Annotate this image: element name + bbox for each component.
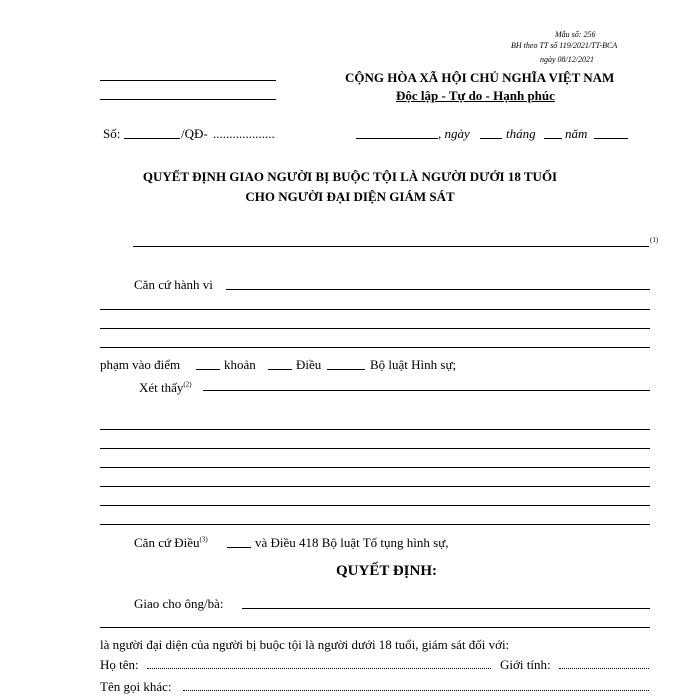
thang-label: tháng [506,126,536,141]
xet-thay-field-4[interactable] [100,467,650,468]
document-title-line-1: QUYẾT ĐỊNH GIAO NGƯỜI BỊ BUỘC TỘI LÀ NGƯỜI DƯỚI 18 TUỔI [142,169,558,184]
xet-thay-field-6[interactable] [100,505,650,506]
nation-header: CỘNG HÒA XÃ HỘI CHỦ NGHĨA VIỆT NAM [345,70,615,85]
bo-luat-hinh-su-label: Bộ luật Hình sự; [370,357,457,372]
form-date: ngày 08/12/2021 [540,55,594,64]
dieu-label: Điều [296,357,322,372]
hanh-vi-field-1[interactable] [226,289,650,290]
gioi-tinh-field[interactable] [559,668,649,669]
place-field[interactable] [356,138,438,139]
khoan-field[interactable] [268,369,292,370]
can-cu-hanh-vi-label: Căn cứ hành vi [134,277,213,292]
so-number-field[interactable] [124,138,180,139]
giao-cho-field-2[interactable] [100,627,650,628]
ho-ten-field[interactable] [147,668,491,669]
decision-heading: QUYẾT ĐỊNH: [336,563,437,579]
gioi-tinh-label: Giới tính: [500,657,551,672]
nam-label: năm [565,126,588,141]
hanh-vi-field-3[interactable] [100,328,650,329]
month-field[interactable] [544,138,562,139]
note-2-marker: (2) [183,380,192,389]
ten-goi-khac-field[interactable] [183,690,649,691]
agency-line-1[interactable] [100,80,276,81]
xet-thay-field-3[interactable] [100,448,650,449]
xet-thay-field-5[interactable] [100,486,650,487]
hanh-vi-field-2[interactable] [100,309,650,310]
qd-label: /QĐ- [181,126,208,141]
la-nguoi-dai-dien-label: là người đại diện của người bị buộc tội là người dưới 18 tuổi, giám sát đối với: [100,637,510,652]
so-label: Số: [103,126,121,141]
giao-cho-field[interactable] [242,608,650,609]
diem-field[interactable] [196,369,220,370]
qd-suffix-field[interactable]: ................... [213,126,275,141]
ten-goi-khac-label: Tên gọi khác: [100,679,172,694]
can-cu-dieu-label: Căn cứ Điều$^{(3)}$ [134,535,208,550]
giao-cho-label: Giao cho ông/bà: [134,596,224,611]
xet-thay-field-7[interactable] [100,524,650,525]
xet-thay-label: Xét thấy$^{(2)}$ [139,380,192,395]
dieu-field[interactable] [327,369,365,370]
authority-field[interactable] [133,246,649,247]
hanh-vi-field-4[interactable] [100,347,650,348]
ngay-label: , ngày [438,126,470,141]
note-3-marker: (3) [199,535,208,544]
form-number: Mẫu số: 256 [555,30,596,39]
xet-thay-field-1[interactable] [203,390,650,391]
xet-thay-field-2[interactable] [100,429,650,430]
khoan-label: khoản [224,357,256,372]
document-title-line-2: CHO NGƯỜI ĐẠI DIỆN GIÁM SÁT [245,189,455,204]
year-field[interactable] [594,138,628,139]
day-field[interactable] [480,138,502,139]
ho-ten-label: Họ tên: [100,657,139,672]
va-dieu-418-label: và Điều 418 Bộ luật Tố tụng hình sự, [255,535,449,550]
agency-line-2[interactable] [100,99,276,100]
pham-vao-diem-label: phạm vào điểm [100,357,181,372]
motto-header: Độc lập - Tự do - Hạnh phúc [396,88,555,103]
form-issued-by: BH theo TT số 119/2021/TT-BCA [511,41,618,50]
can-cu-dieu-field[interactable] [227,547,251,548]
note-1-marker: (1) [650,236,659,244]
